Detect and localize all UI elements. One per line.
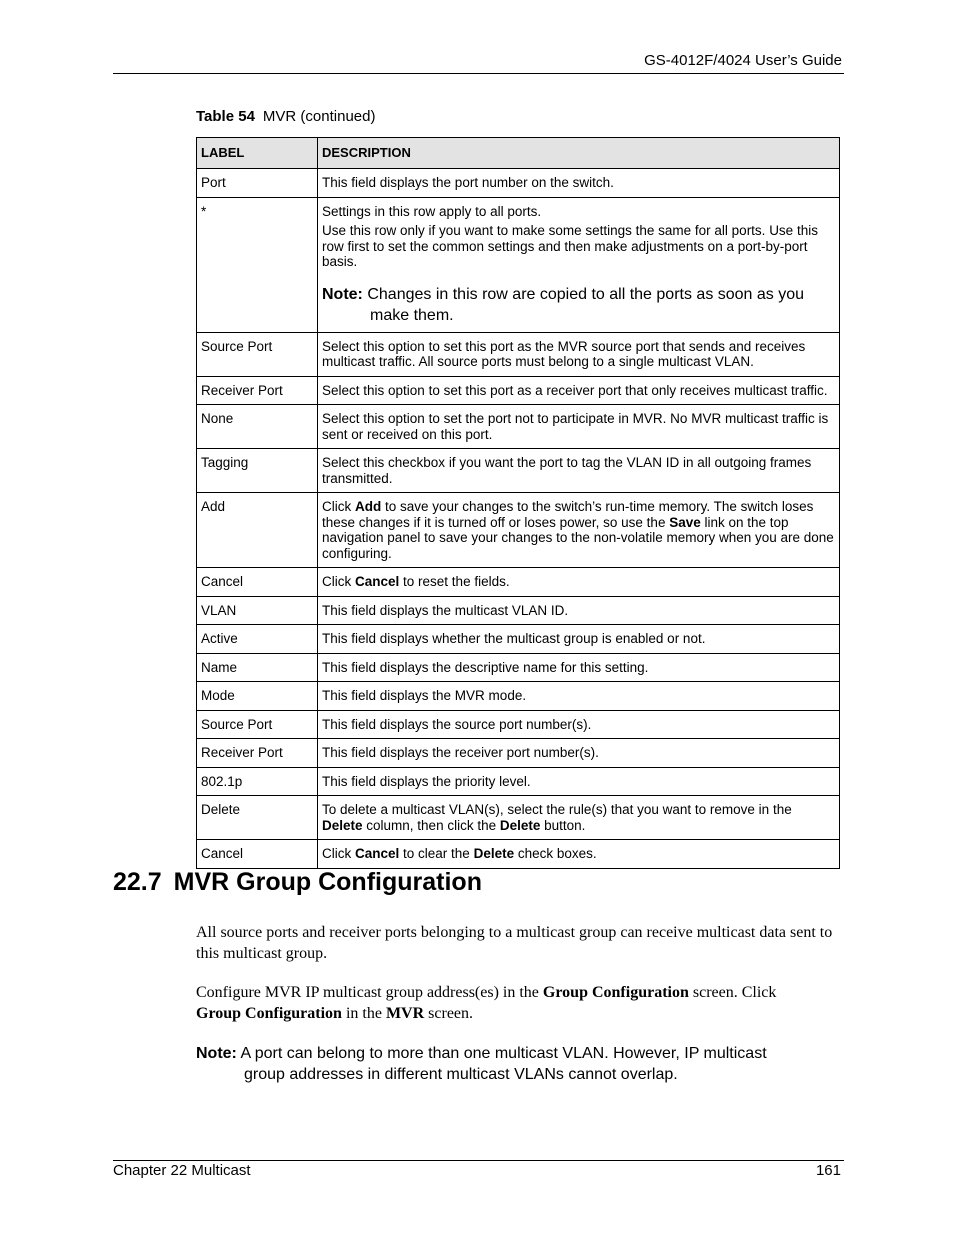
guide-title: GS-4012F/4024 User’s Guide — [644, 52, 842, 69]
desc-bold: Delete — [322, 817, 363, 833]
note-text: Changes in this row are copied to all the ports as soon as you — [367, 285, 805, 303]
row-description: This field displays the multicast VLAN ID. — [318, 596, 840, 625]
desc-bold: Cancel — [355, 574, 400, 589]
section-title: MVR Group Configuration — [173, 868, 482, 896]
table-row — [197, 405, 840, 449]
table-caption-text: MVR (continued) — [262, 108, 376, 125]
desc-text: to reset the fields. — [399, 574, 510, 589]
footer-chapter: Chapter 22 Multicast — [113, 1162, 251, 1179]
desc-text: button. — [540, 817, 586, 833]
table-row — [197, 449, 840, 493]
row-description: Select this option to set this port as the MVR source port that sends and receives multicast traffic. All source ports must belong to a single multicast VLAN. — [318, 332, 840, 376]
row-description — [318, 568, 840, 597]
footer-rule — [113, 1160, 844, 1161]
row-label: * — [197, 197, 318, 332]
note-label: Note: — [322, 285, 363, 303]
desc-text: Click — [322, 499, 355, 514]
row-label: Source Port — [197, 332, 318, 376]
section-number: 22.7 — [113, 868, 162, 896]
row-description-line: Settings in this row apply to all ports. — [322, 203, 542, 219]
note-text: A port can belong to more than one multicast VLAN. However, IP multicast — [240, 1045, 767, 1062]
desc-text: to clear the — [399, 846, 474, 861]
desc-bold: Delete — [499, 817, 541, 833]
row-description: This field displays whether the multicast group is enabled or not. — [318, 625, 840, 654]
para-bold: Group Configuration — [196, 1005, 342, 1022]
row-description — [318, 796, 840, 840]
para-text: Configure MVR IP multicast group address(es) in the — [196, 984, 543, 1001]
desc-text: to save your changes to the switch’s run-time memory. The switch loses these changes if it is turned off or loses power, so use the — [322, 499, 814, 530]
desc-bold: Cancel — [355, 846, 400, 861]
row-description — [318, 197, 840, 332]
row-description-line: Use this row only if you want to make some settings the same for all ports. Use this row first to set the common settings and then make adjustments on a port-by-port basis. — [322, 223, 818, 269]
table-row — [197, 169, 840, 198]
table-row — [197, 767, 840, 796]
table-row — [197, 653, 840, 682]
row-note — [322, 284, 835, 326]
row-description: Select this option to set this port as a receiver port that only receives multicast traffic. — [318, 376, 840, 405]
table-row — [197, 568, 840, 597]
row-label: Receiver Port — [197, 376, 318, 405]
row-label: Cancel — [197, 840, 318, 869]
row-label: Delete — [197, 796, 318, 840]
desc-text: column, then click the — [362, 817, 500, 833]
row-label: Add — [197, 493, 318, 568]
row-label: Name — [197, 653, 318, 682]
row-description: This field displays the priority level. — [318, 767, 840, 796]
mvr-table — [196, 137, 840, 869]
body-paragraph — [196, 982, 836, 1024]
desc-text: check boxes. — [514, 846, 597, 861]
row-label: Port — [197, 169, 318, 198]
desc-text: Click — [322, 574, 355, 589]
table-row — [197, 376, 840, 405]
row-label: 802.1p — [197, 767, 318, 796]
table-row — [197, 625, 840, 654]
table-row — [197, 682, 840, 711]
table-row — [197, 493, 840, 568]
para-bold: Group Configuration — [542, 984, 689, 1001]
column-header-label: LABEL — [197, 138, 318, 169]
para-text: screen. Click — [688, 984, 777, 1001]
column-header-description: DESCRIPTION — [318, 138, 840, 169]
row-description: This field displays the receiver port number(s). — [318, 739, 840, 768]
row-description: This field displays the MVR mode. — [318, 682, 840, 711]
row-description: This field displays the descriptive name for this setting. — [318, 653, 840, 682]
desc-bold: Add — [355, 499, 382, 514]
desc-text: link on the top navigation panel to save your changes to the non-volatile memory when you are done configuring. — [322, 514, 834, 561]
table-caption — [196, 108, 375, 125]
row-label: VLAN — [197, 596, 318, 625]
row-label: Cancel — [197, 568, 318, 597]
row-label: Mode — [197, 682, 318, 711]
row-label: Source Port — [197, 710, 318, 739]
desc-text: Click — [322, 846, 355, 861]
row-label: Tagging — [197, 449, 318, 493]
row-description — [318, 840, 840, 869]
section-heading — [113, 868, 494, 897]
table-row — [197, 796, 840, 840]
desc-bold: Save — [669, 514, 701, 530]
para-text: screen. — [424, 1005, 474, 1022]
row-description: Select this checkbox if you want the port to tag the VLAN ID in all outgoing frames transmitted. — [318, 449, 840, 493]
note-text-continued: make them. — [370, 306, 454, 324]
row-description: This field displays the port number on the switch. — [318, 169, 840, 198]
table-row — [197, 332, 840, 376]
footer-page-number: 161 — [815, 1162, 841, 1179]
desc-bold: Delete — [473, 846, 515, 861]
row-label: None — [197, 405, 318, 449]
note-label: Note: — [196, 1045, 237, 1062]
row-description — [318, 493, 840, 568]
table-row — [197, 197, 840, 332]
note-text-continued: group addresses in different multicast VLANs cannot overlap. — [244, 1066, 678, 1083]
table-row — [197, 739, 840, 768]
para-bold: MVR — [385, 1005, 425, 1022]
table-caption-label: Table 54 — [196, 108, 255, 125]
row-label: Active — [197, 625, 318, 654]
section-note — [196, 1043, 836, 1085]
row-description: Select this option to set the port not to participate in MVR. No MVR multicast traffic is sent or received on this port. — [318, 405, 840, 449]
row-description: This field displays the source port number(s). — [318, 710, 840, 739]
body-paragraph: All source ports and receiver ports belonging to a multicast group can receive multicast data sent to this multicast group. — [196, 924, 833, 962]
table-row — [197, 840, 840, 869]
table-row — [197, 710, 840, 739]
para-text: in the — [341, 1005, 386, 1022]
table-row — [197, 596, 840, 625]
desc-text: To delete a multicast VLAN(s), select the rule(s) that you want to remove in the — [322, 802, 792, 817]
row-label: Receiver Port — [197, 739, 318, 768]
header-rule — [113, 73, 844, 74]
table-header-row — [197, 138, 840, 169]
